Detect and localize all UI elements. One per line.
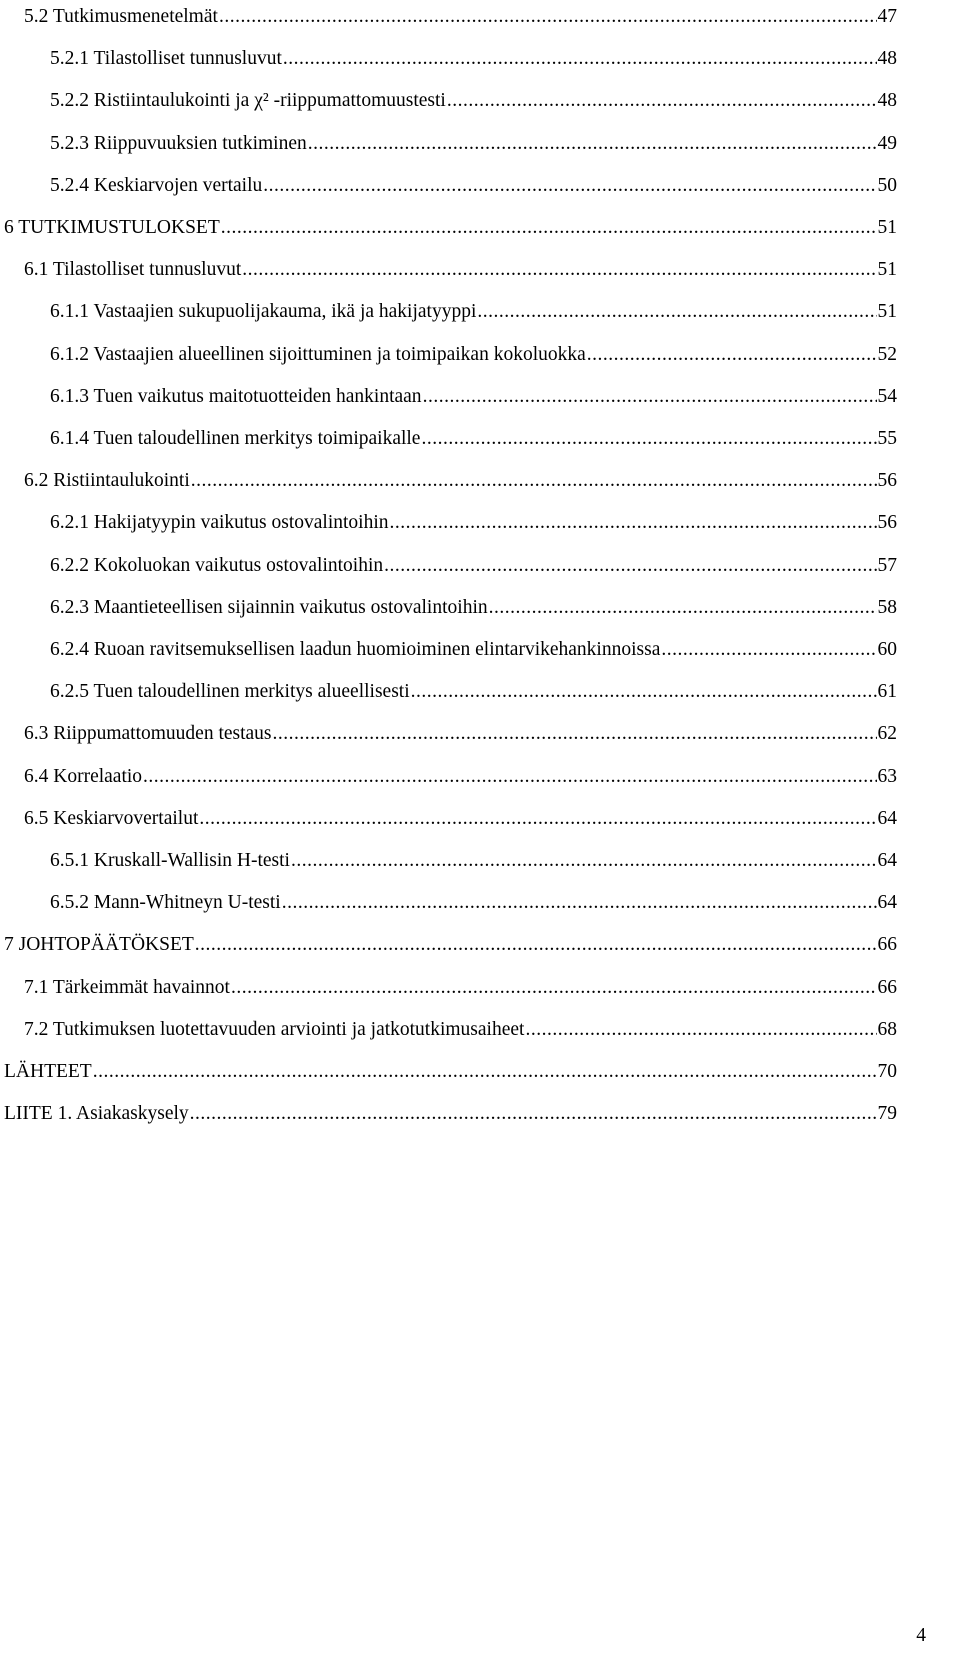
toc-entry[interactable] (0, 804, 960, 834)
toc-entry-title: 6.2.5 Tuen taloudellinen merkitys alueellisesti (50, 681, 410, 703)
toc-entry-title: 6.1.1 Vastaajien sukupuolijakauma, ikä ja hakijatyyppi (50, 301, 477, 323)
toc-entry[interactable] (0, 973, 960, 1003)
toc-entry-page: 47 (877, 6, 897, 27)
toc-entry-title: 6.2 Ristiintaulukointi (24, 470, 190, 492)
toc-dot-leader (219, 2, 877, 32)
toc-entry-title: 5.2.1 Tilastolliset tunnusluvut (50, 48, 282, 70)
toc-entry-title: 6.5.2 Mann-Whitneyn U-testi (50, 892, 281, 914)
toc-entry-title: 6.1.3 Tuen vaikutus maitotuotteiden hankintaan (50, 385, 422, 407)
toc-dot-leader (587, 340, 877, 370)
toc-entry-title: 5.2.3 Riippuvuuksien tutkiminen (50, 132, 307, 154)
toc-dot-leader (263, 171, 876, 201)
toc-entry-page: 51 (877, 301, 897, 323)
toc-entry-title: 7.2 Tutkimuksen luotettavuuden arviointi ja jatkotutkimusaiheet (24, 1018, 525, 1040)
toc-entry-title: 6.2.3 Maantieteellisen sijainnin vaikutus ostovalintoihin (50, 596, 488, 618)
toc-entry-page: 52 (877, 343, 897, 365)
toc-entry[interactable] (0, 1057, 960, 1087)
toc-entry[interactable] (0, 1015, 960, 1045)
toc-dot-leader (411, 677, 877, 707)
toc-entry[interactable] (0, 255, 960, 285)
toc-entry-title: 6.1 Tilastolliset tunnusluvut (24, 259, 242, 281)
toc-entry-title: 6.1.4 Tuen taloudellinen merkitys toimipaikalle (50, 428, 421, 449)
toc-entry-page: 48 (877, 90, 897, 112)
toc-entry-page: 62 (877, 723, 897, 745)
toc-entry[interactable] (0, 888, 960, 918)
toc-entry[interactable] (0, 930, 960, 960)
toc-entry-page: 61 (877, 681, 897, 703)
toc-dot-leader (93, 1057, 877, 1087)
toc-entry[interactable] (0, 382, 960, 412)
toc-dot-leader (273, 719, 877, 749)
toc-entry[interactable] (0, 1099, 960, 1129)
toc-entry-page: 51 (877, 259, 897, 281)
toc-entry-page: 55 (877, 428, 897, 449)
toc-entry-title: 7 JOHTOPÄÄTÖKSET (4, 934, 194, 956)
toc-dot-leader (384, 551, 876, 581)
toc-entry-page: 48 (877, 48, 897, 70)
toc-dot-leader (489, 593, 877, 623)
toc-dot-leader (525, 1015, 876, 1045)
toc-entry-page: 66 (877, 934, 897, 956)
toc-entry-page: 49 (877, 132, 897, 154)
page-number: 4 (916, 1625, 926, 1646)
toc-entry-page: 63 (877, 765, 897, 787)
toc-entry-page: 66 (877, 976, 897, 998)
toc-entry-page: 68 (877, 1018, 897, 1040)
toc-entry-page: 64 (877, 892, 897, 914)
toc-entry-title: LÄHTEET (4, 1061, 92, 1082)
toc-dot-leader (477, 297, 876, 327)
toc-entry-title: 6.2.2 Kokoluokan vaikutus ostovalintoihin (50, 554, 384, 576)
toc-entry-page: 58 (877, 596, 897, 618)
toc-entry[interactable] (0, 677, 960, 707)
toc-dot-leader (291, 846, 877, 876)
toc-entry[interactable] (0, 171, 960, 201)
toc-entry-page: 56 (877, 470, 897, 492)
toc-dot-leader (143, 762, 876, 792)
toc-entry-title: 6.2.1 Hakijatyypin vaikutus ostovalintoihin (50, 512, 389, 534)
toc-entry-title: 5.2 Tutkimusmenetelmät (24, 6, 218, 27)
toc-entry-page: 57 (877, 554, 897, 576)
toc-entry-title: 6.2.4 Ruoan ravitsemuksellisen laadun huomioiminen elintarvikehankinnoissa (50, 639, 661, 660)
toc-dot-leader (242, 255, 876, 285)
toc-entry[interactable] (0, 297, 960, 327)
toc-entry[interactable] (0, 2, 960, 32)
toc-entry-page: 60 (877, 639, 897, 660)
toc-entry-title: 6.4 Korrelaatio (24, 765, 143, 787)
toc-entry-page: 64 (877, 850, 897, 871)
toc-entry-title: LIITE 1. Asiakaskysely (4, 1103, 189, 1125)
toc-entry[interactable] (0, 424, 960, 454)
toc-entry[interactable] (0, 466, 960, 496)
toc-entry[interactable] (0, 719, 960, 749)
toc-entry[interactable] (0, 551, 960, 581)
toc-dot-leader (308, 129, 877, 159)
toc-entry-title: 7.1 Tärkeimmät havainnot (24, 976, 230, 998)
toc-entry[interactable] (0, 508, 960, 538)
toc-dot-leader (199, 804, 876, 834)
toc-entry[interactable] (0, 593, 960, 623)
toc-entry-page: 54 (877, 385, 897, 407)
toc-entry-title: 6.1.2 Vastaajien alueellinen sijoittuminen ja toimipaikan kokoluokka (50, 343, 586, 365)
toc-entry-page: 51 (877, 217, 897, 238)
toc-entry-page: 70 (877, 1061, 897, 1082)
toc-dot-leader (221, 213, 877, 243)
toc-entry-page: 50 (877, 174, 897, 196)
toc-entry[interactable] (0, 762, 960, 792)
toc-entry-page: 56 (877, 512, 897, 534)
toc-entry-title: 6.5.1 Kruskall-Wallisin H-testi (50, 850, 290, 871)
toc-dot-leader (195, 930, 877, 960)
toc-entry-title: 5.2.4 Keskiarvojen vertailu (50, 174, 263, 196)
toc-entry[interactable] (0, 340, 960, 370)
toc-dot-leader (661, 635, 876, 665)
toc-dot-leader (390, 508, 877, 538)
toc-entry-title: 6 TUTKIMUSTULOKSET (4, 217, 220, 238)
toc-dot-leader (231, 973, 877, 1003)
toc-entry-title: 5.2.2 Ristiintaulukointi ja χ² -riippumattomuustesti (50, 90, 446, 112)
toc-dot-leader (190, 1099, 877, 1129)
toc-entry-title: 6.3 Riippumattomuuden testaus (24, 723, 272, 745)
toc-entry[interactable] (0, 86, 960, 116)
toc-entry[interactable] (0, 846, 960, 876)
toc-entry[interactable] (0, 213, 960, 243)
toc-entry-page: 79 (877, 1103, 897, 1125)
toc-dot-leader (447, 86, 877, 116)
toc-dot-leader (191, 466, 877, 496)
toc-dot-leader (283, 44, 877, 74)
toc-dot-leader (282, 888, 877, 918)
toc-entry-page: 64 (877, 807, 897, 829)
toc-entry-title: 6.5 Keskiarvovertailut (24, 807, 199, 829)
toc-entry[interactable] (0, 129, 960, 159)
toc-entry[interactable] (0, 635, 960, 665)
toc-dot-leader (421, 424, 876, 454)
toc-entry[interactable] (0, 44, 960, 74)
toc-dot-leader (423, 382, 877, 412)
